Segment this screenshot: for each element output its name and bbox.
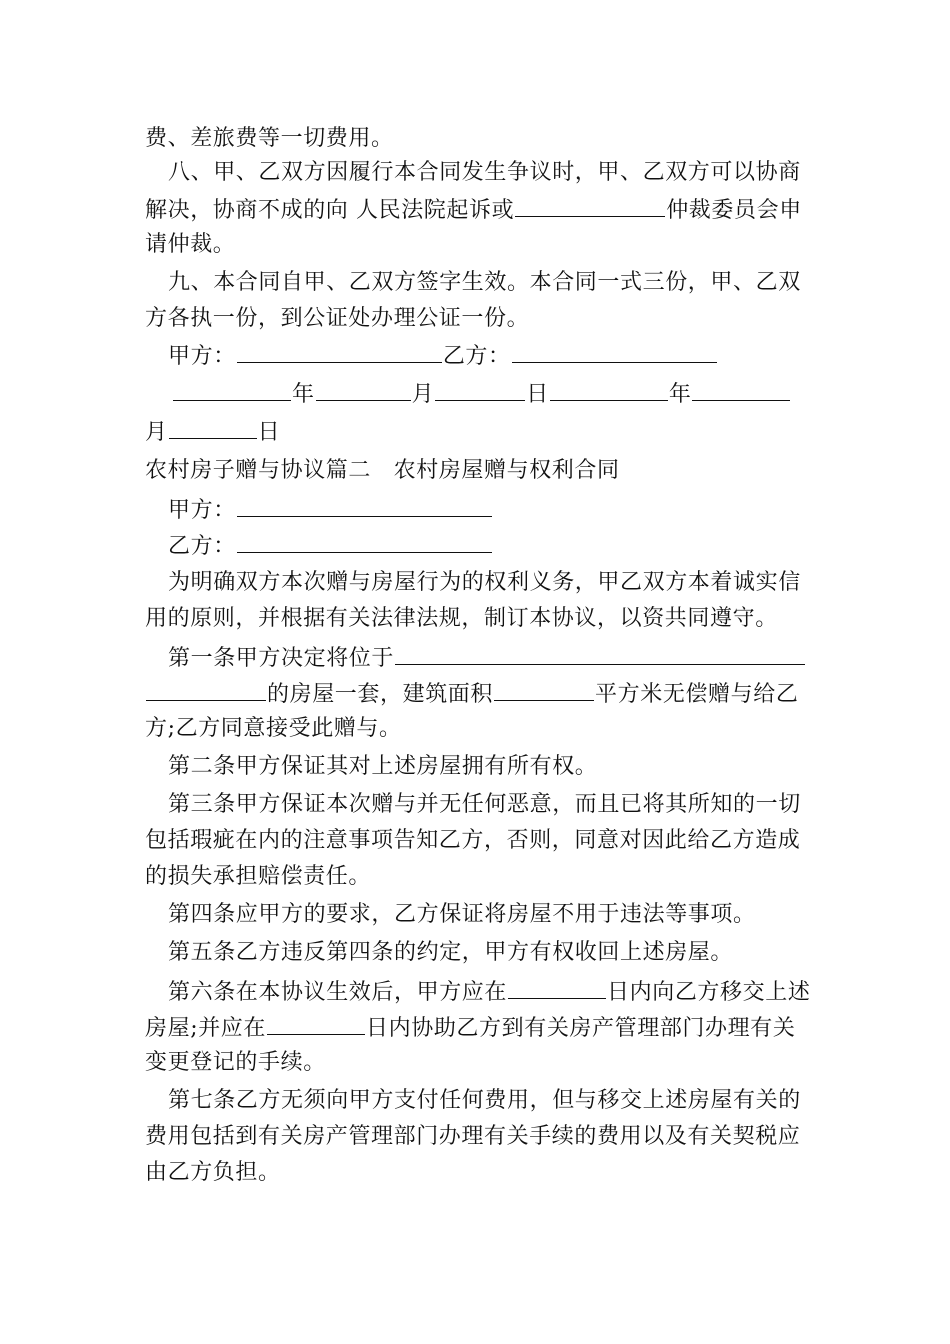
- paragraph-line: 包括瑕疵在内的注意事项告知乙方，否则，同意对因此给乙方造成: [145, 828, 801, 853]
- fill-in-blank: [435, 378, 525, 401]
- paragraph-line: 九、本合同自甲、乙双方签字生效。本合同一式三份，甲、乙双: [168, 270, 801, 295]
- fill-in-blank: [316, 378, 411, 401]
- paragraph-line: 的房屋一套，建筑面积 平方米无偿赠与给乙: [145, 678, 798, 708]
- paragraph-line: 第二条甲方保证其对上述房屋拥有所有权。: [168, 754, 598, 779]
- date-line: 年 月 日 年: [172, 378, 791, 408]
- paragraph-line: 方各执一份，到公证处办理公证一份。: [145, 306, 530, 331]
- paragraph-line: 变更登记的手续。: [145, 1050, 326, 1075]
- paragraph-line: 第四条应甲方的要求，乙方保证将房屋不用于违法等事项。: [168, 902, 756, 927]
- fill-in-blank: [237, 494, 492, 517]
- fill-in-blank: [146, 678, 266, 701]
- fill-in-blank: [267, 1012, 365, 1035]
- paragraph-line: 第七条乙方无须向甲方支付任何费用，但与移交上述房屋有关的: [168, 1088, 801, 1113]
- paragraph-line: 解决，协商不成的向 人民法院起诉或 仲裁委员会申: [145, 194, 802, 224]
- paragraph-line: 第五条乙方违反第四条的约定，甲方有权收回上述房屋。: [168, 940, 734, 965]
- fill-in-blank: [395, 642, 805, 665]
- paragraph-line: 第六条在本协议生效后，甲方应在 日内向乙方移交上述: [168, 976, 810, 1006]
- signature-line: 甲方： 乙方：: [168, 340, 718, 370]
- paragraph-line: 为明确双方本次赠与房屋行为的权利义务，甲乙双方本着诚实信: [168, 570, 801, 595]
- party-line: 甲方：: [168, 494, 493, 524]
- paragraph-line: 用的原则，并根据有关法律法规，制订本协议，以资共同遵守。: [145, 606, 778, 631]
- paragraph-line: 房屋;并应在 日内协助乙方到有关房产管理部门办理有关: [145, 1012, 795, 1042]
- fill-in-blank: [515, 194, 665, 217]
- paragraph-line: 由乙方负担。: [145, 1160, 281, 1185]
- fill-in-blank: [237, 530, 492, 553]
- paragraph-line: 第三条甲方保证本次赠与并无任何恶意，而且已将其所知的一切: [168, 792, 801, 817]
- fill-in-blank: [494, 678, 594, 701]
- fill-in-blank: [512, 340, 717, 363]
- party-line: 乙方：: [168, 530, 493, 560]
- paragraph-line: 的损失承担赔偿责任。: [145, 864, 372, 889]
- paragraph-line: 方;乙方同意接受此赠与。: [145, 716, 402, 741]
- paragraph-line: 费用包括到有关房产管理部门办理有关手续的费用以及有关契税应: [145, 1124, 801, 1149]
- section-heading: 农村房子赠与协议篇二 农村房屋赠与权利合同: [145, 458, 620, 483]
- fill-in-blank: [173, 378, 291, 401]
- fill-in-blank: [237, 340, 442, 363]
- paragraph-line: 请仲裁。: [145, 232, 236, 257]
- fill-in-blank: [692, 378, 790, 401]
- paragraph-line: 第一条甲方决定将位于: [168, 642, 806, 672]
- fill-in-blank: [169, 416, 257, 439]
- fill-in-blank: [508, 976, 606, 999]
- paragraph-line: 费、差旅费等一切费用。: [145, 126, 394, 151]
- date-line: 月 日: [145, 416, 280, 446]
- paragraph-line: 八、甲、乙双方因履行本合同发生争议时，甲、乙双方可以协商: [168, 160, 801, 185]
- fill-in-blank: [550, 378, 668, 401]
